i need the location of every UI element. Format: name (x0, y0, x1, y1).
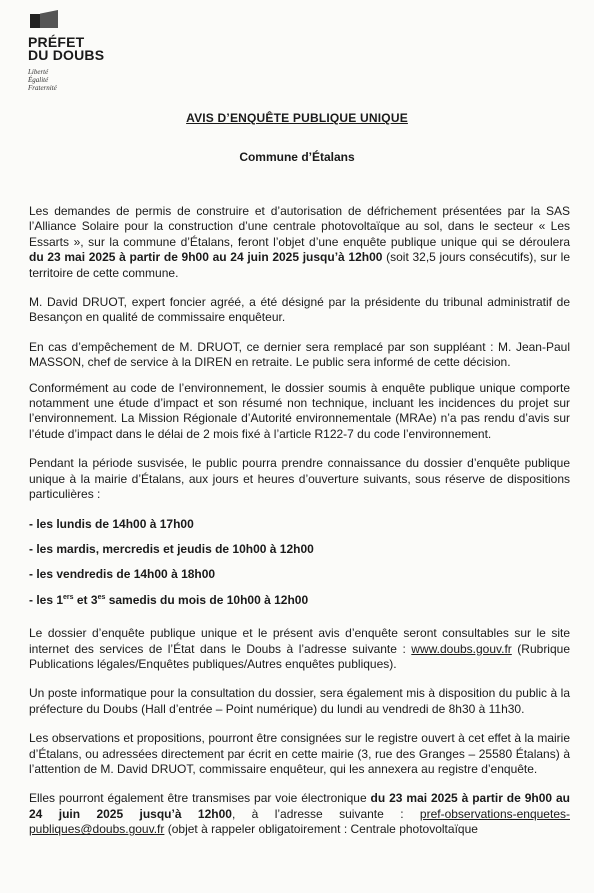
paragraph-electronic: Elles pourront également être transmises par voie électronique du 23 mai 2025 à partir de 9h00 au 24 juin 2025 jusqu’à 12h00, à l’adresse suivante : pref-observations-enquetes-publiques@doubs.gouv.fr (objet à rappeler obligatoirement : Centrale photovoltaïque (29, 791, 571, 837)
paragraph-website: Le dossier d’enquête publique unique et le présent avis d’enquête seront consultables sur le site internet des services de l’État dans le Doubs à l’adresse suivante : www.doubs.gouv.fr (Rubrique Publications légales/Enquêtes publiques/Autres enquêtes publiques). (29, 626, 570, 671)
paragraph-suppleant: En cas d’empêchement de M. DRUOT, ce dernier sera remplacé par son suppléant : M. Jean-Paul MASSON, chef de service à la DIREN en retraite. Le public sera informé de cette décision. (29, 339, 570, 370)
list-item: - les mardis, mercredis et jeudis de 10h00 à 12h00 (29, 541, 314, 556)
prefet-line1: PRÉFET (28, 34, 85, 50)
paragraph-poste-informatique: Un poste informatique pour la consultation du dossier, sera également mis à disposition du public à la préfecture du Doubs (Hall d’entrée – Point numérique) du lundi au vendredi de 8h30 à 11h30. (29, 686, 570, 716)
paragraph-observations: Les observations et propositions, pourront être consignées sur le registre ouvert à cet effet à la mairie d’Étalans, ou adressées directement par écrit en cette mairie (3, rue des Granges – 25580 Étalans) à l’attention de M. David DRUOT, commissaire enquêteur, qui les annexera au registre d’enquête. (29, 731, 570, 776)
paragraph-dossier: Conformément au code de l’environnement, le dossier soumis à enquête publique unique comporte notamment une étude d’impact et son résumé non technique, incluant les incidences du projet sur l’environnement. La Mission Régionale d’Autorité environnementale (MRAe) n’a pas rendu d’avis sur l’étude d’impact dans le délai de 2 mois fixé à l’article R122-7 du code l’environnement. (29, 380, 570, 441)
list-item: - les lundis de 14h00 à 17h00 (29, 516, 194, 531)
document-title: AVIS D’ENQUÊTE PUBLIQUE UNIQUE (186, 111, 408, 125)
paragraph-commissaire: M. David DRUOT, expert foncier agréé, a été désigné par la présidente du tribunal administratif de Besançon en qualité de commissaire enquêteur. (29, 295, 570, 325)
email-link[interactable]: pref-observations-enquetes-publiques@doubs.gouv.fr (29, 806, 570, 837)
paragraph-enquiry-intro: Les demandes de permis de construire et d’autorisation de défrichement présentées par la SAS l’Alliance Solaire pour la construction d’une centrale photovoltaïque au sol, dans le secteur « Les Essarts », sur la commune d’Étalans, feront l’objet d’une enquête publique unique qui se déroulera du 23 mai 2025 à partir de 9h00 au 24 juin 2025 jusqu’à 12h00 (soit 32,5 jours consécutifs), sur le territoire de cette commune. (29, 204, 570, 280)
document-subtitle: Commune d’Étalans (239, 150, 355, 164)
prefet-line2: DU DOUBS (28, 47, 105, 63)
prefet-title (28, 36, 138, 62)
website-link[interactable]: www.doubs.gouv.fr (411, 641, 512, 656)
devise-fraternite: Fraternité (28, 84, 57, 92)
devise-egalite: Égalité (28, 76, 49, 84)
list-item: - les vendredis de 14h00 à 18h00 (29, 567, 216, 582)
devise-liberte: Liberté (28, 68, 49, 76)
schedule-list (29, 517, 570, 609)
devise (28, 68, 138, 92)
marianne-logo-icon (30, 10, 60, 28)
paragraph-consultation: Pendant la période susvisée, le public pourra prendre connaissance du dossier d’enquête publique unique à la mairie d’Étalans, aux jours et heures d’ouverture suivants, sous réserve de dispositions particulières : (29, 456, 570, 502)
prefecture-logo (28, 10, 138, 92)
list-item: - les 1ers et $3^{es}$ samedis du mois de 10h00 à 12h00 (29, 592, 309, 607)
document-body (29, 204, 570, 852)
